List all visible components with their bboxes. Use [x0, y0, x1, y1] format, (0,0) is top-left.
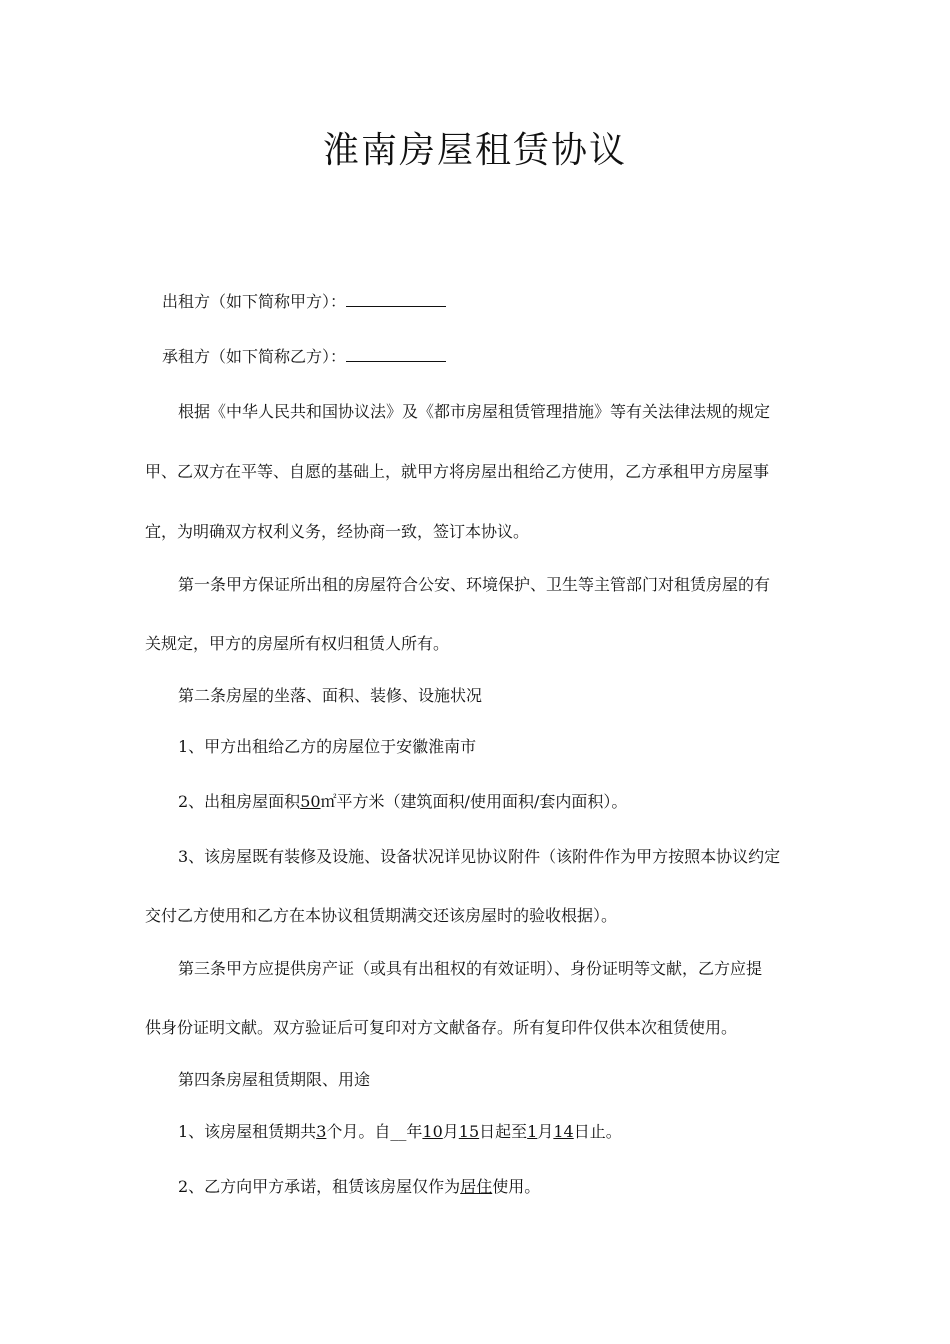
article3-line-1: 第三条甲方应提供房产证（或具有出租权的有效证明）、身份证明等文献，乙方应提: [178, 959, 763, 978]
preamble-line-2: 甲、乙双方在平等、自愿的基础上，就甲方将房屋出租给乙方使用，乙方承租甲方房屋事: [145, 462, 770, 481]
document-title: 淮南房屋租赁协议: [322, 130, 627, 171]
term-text-4: 月: [442, 1122, 459, 1141]
term-end-day: 14: [553, 1122, 574, 1141]
lessee-name-blank[interactable]: [346, 347, 446, 362]
use-value: 居住: [460, 1177, 493, 1196]
term-text-7: 日止。: [573, 1122, 622, 1141]
use-prefix: 2、乙方向甲方承诺，租赁该房屋仅作为: [178, 1177, 461, 1196]
term-text-1: 1、该房屋租赁期共: [178, 1122, 317, 1141]
article2-item1: 1、甲方出租给乙方的房屋位于安徽淮南市: [178, 737, 477, 756]
article4-item2: [178, 1175, 540, 1199]
article3-line-2: 供身份证明文献。双方验证后可复印对方文献备存。所有复印件仅供本次租赁使用。: [145, 1018, 738, 1037]
article2-item2: [178, 790, 627, 814]
term-months: 3: [316, 1122, 327, 1141]
area-value: 50: [300, 792, 321, 811]
area-suffix: ㎡平方米（建筑面积/使用面积/套内面积）。: [320, 792, 628, 811]
lessor-label: 出租方（如下简称甲方）：: [162, 292, 347, 311]
term-end-month: 1: [527, 1122, 538, 1141]
term-start-day: 15: [458, 1122, 480, 1141]
term-text-3: 年: [406, 1122, 423, 1141]
term-text-5: 日起至: [479, 1122, 528, 1141]
article2-item3-line-2: 交付乙方使用和乙方在本协议租赁期满交还该房屋时的验收根据）。: [145, 906, 618, 925]
article4-heading: 第四条房屋租赁期限、用途: [178, 1070, 371, 1089]
term-year-blank: __: [390, 1122, 407, 1141]
preamble-line-1: 根据《中华人民共和国协议法》及《都市房屋租赁管理措施》等有关法律法规的规定: [178, 402, 771, 421]
term-text-6: 月: [537, 1122, 554, 1141]
lessor-line: [162, 290, 446, 314]
article1-line-2: 关规定，甲方的房屋所有权归租赁人所有。: [145, 634, 450, 653]
area-prefix: 2、出租房屋面积: [178, 792, 301, 811]
article2-heading: 第二条房屋的坐落、面积、装修、设施状况: [178, 686, 483, 705]
lessee-line: [162, 345, 446, 369]
term-start-month: 10: [422, 1122, 443, 1141]
term-text-2: 个月。自: [326, 1122, 391, 1141]
use-suffix: 使用。: [492, 1177, 541, 1196]
lessor-name-blank[interactable]: [346, 292, 446, 307]
article2-item3-line-1: 3、该房屋既有装修及设施、设备状况详见协议附件（该附件作为甲方按照本协议约定: [178, 847, 781, 866]
lessee-label: 承租方（如下简称乙方）：: [162, 347, 347, 366]
article1-line-1: 第一条甲方保证所出租的房屋符合公安、环境保护、卫生等主管部门对租赁房屋的有: [178, 575, 771, 594]
article4-item1: [178, 1120, 622, 1144]
preamble-line-3: 宜，为明确双方权利义务，经协商一致，签订本协议。: [145, 522, 530, 541]
